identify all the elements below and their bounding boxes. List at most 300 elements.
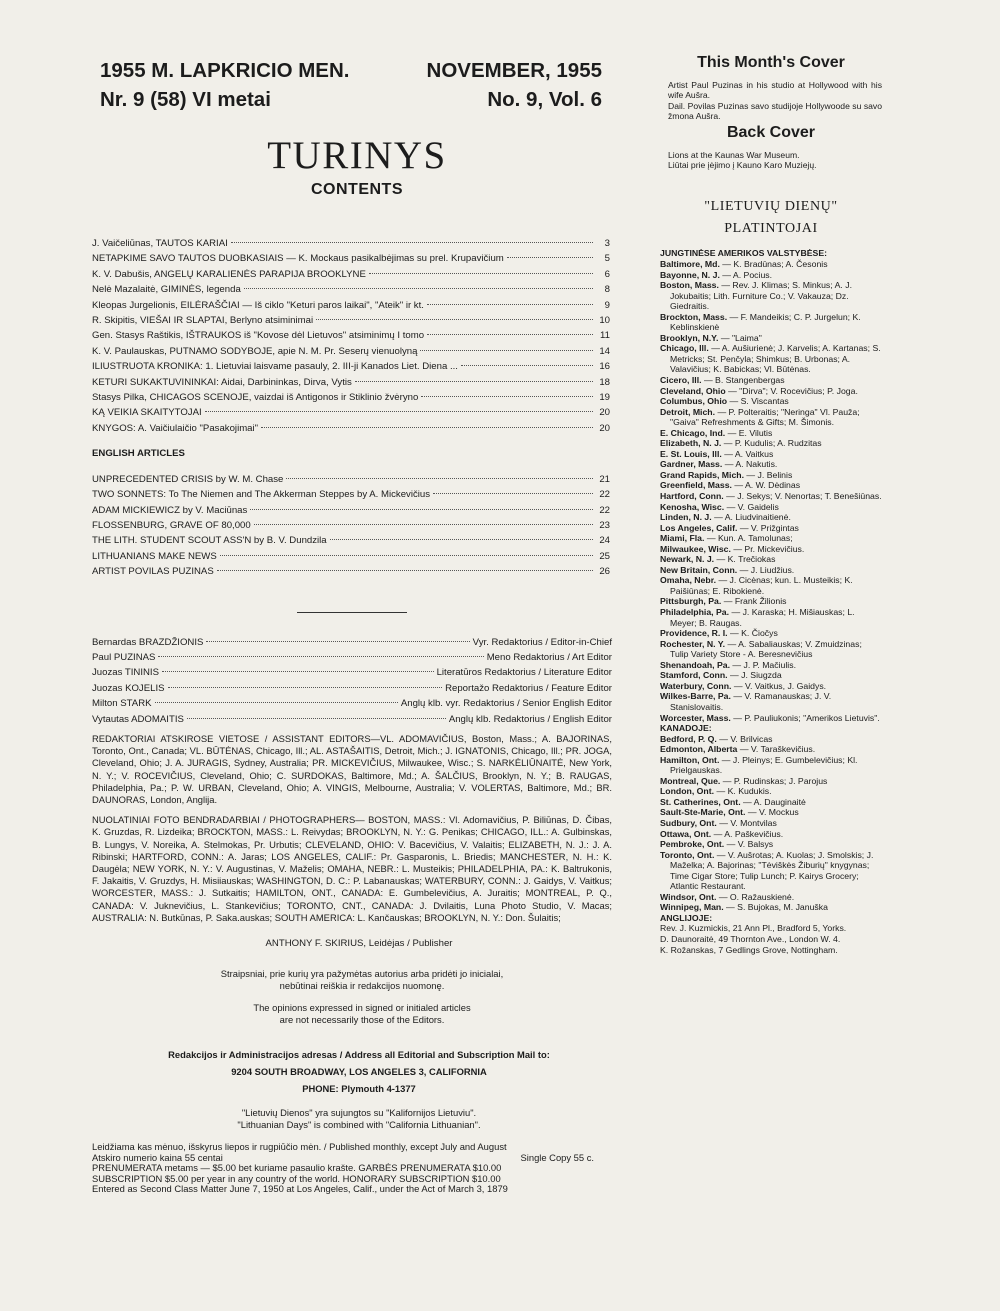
toc-entry bbox=[92, 267, 612, 282]
distributor-entry bbox=[660, 544, 882, 555]
toc-entry bbox=[92, 564, 612, 579]
toc-entry-page: 18 bbox=[599, 376, 610, 388]
disclaimer-english bbox=[92, 1002, 612, 1026]
distributor-entry bbox=[660, 407, 882, 428]
staff-name: Paul PUZINAS bbox=[92, 651, 156, 663]
distributor-entry bbox=[660, 554, 882, 565]
dot-leader bbox=[206, 641, 469, 642]
distributor-names: — K. Bradūnas; A. Česonis bbox=[722, 258, 828, 269]
staff-role: Meno Redaktorius / Art Editor bbox=[486, 651, 612, 663]
distributor-names: — A. Dauginaitė bbox=[743, 796, 806, 807]
dot-leader bbox=[369, 273, 593, 274]
toc-entry-page: 20 bbox=[599, 407, 610, 419]
dot-leader bbox=[187, 718, 446, 719]
toc-entry-title: TWO SONNETS: To The Niemen and The Akkerman Steppes by A. Mickevičius bbox=[92, 489, 431, 501]
distributor-names: — Kun. A. Tamolunas; bbox=[706, 533, 793, 544]
distributor-names: — V. Brilvicas bbox=[719, 733, 773, 744]
dot-leader bbox=[427, 334, 593, 335]
distributor-city: Ottawa, Ont. bbox=[660, 828, 712, 839]
staff-role: Reportažo Redaktorius / Feature Editor bbox=[445, 682, 612, 694]
distributor-entry bbox=[660, 470, 882, 481]
disclaimer-en-line: The opinions expressed in signed or initialed articles bbox=[253, 1002, 471, 1014]
toc-entry-title: KĄ VEIKIA SKAITYTOJAI bbox=[92, 407, 202, 419]
toc-entry-title: UNPRECEDENTED CRISIS by W. M. Chase bbox=[92, 473, 284, 485]
distributor-city: Rochester, N. Y. bbox=[660, 638, 726, 649]
distributor-city: Milwaukee, Wisc. bbox=[660, 543, 731, 554]
distributor-entry bbox=[660, 639, 882, 660]
toc-entry bbox=[92, 359, 612, 374]
disclaimer-lt-line: Straipsniai, prie kurių yra pažymėtas autorius arba pridėti jo inicialai, bbox=[220, 968, 504, 980]
distributor-entry bbox=[660, 776, 882, 787]
distributor-city: St. Catherines, Ont. bbox=[660, 796, 741, 807]
cover-caption-en: Artist Paul Puzinas in his studio at Hollywood with his wife Aušra. bbox=[668, 80, 882, 101]
distributor-city: New Britain, Conn. bbox=[660, 564, 738, 575]
distributors-list bbox=[660, 248, 882, 955]
dot-leader bbox=[507, 257, 593, 258]
distributor-names: — A. Aušiurienė; J. Karvelis; A. Kartanas; S. Metricks; St. Penčyla; Shimkus; B. Urbonas; A. Valavičius; K. Babickas; Vl. Būtėnas. bbox=[670, 343, 881, 375]
toc-entry-page: 22 bbox=[599, 489, 610, 501]
fine-line: PRENUMERATA metams — $5.00 bet kuriame pasaulio krašte. GARBĖS PRENUMERATA $10.00 bbox=[92, 1162, 502, 1174]
distributor-entry bbox=[660, 280, 882, 312]
toc-entry-title: Nelė Mazalaitė, GIMINĖS, legenda bbox=[92, 284, 241, 296]
distributor-city: Kenosha, Wisc. bbox=[660, 501, 725, 512]
distributor-entry bbox=[660, 270, 882, 281]
english-articles-heading: ENGLISH ARTICLES bbox=[92, 448, 185, 460]
distributor-city: Gardner, Mass. bbox=[660, 459, 723, 470]
distributor-names: — V. Mockus bbox=[747, 807, 799, 818]
staff-entry bbox=[92, 681, 612, 696]
distributor-names: — Rev. J. Klimas; S. Minkus; A. J. Jokubaitis; Lith. Furniture Co.; V. Vakauza; Dz. Giedraitis. bbox=[670, 280, 852, 312]
distributor-city: Providence, R. I. bbox=[660, 628, 728, 639]
distributor-entry bbox=[660, 596, 882, 607]
distributor-names: — Frank Žilionis bbox=[723, 596, 787, 607]
distributor-names: — S. Bujokas, M. Januška bbox=[726, 902, 828, 913]
distributor-names: — B. Stangenbergas bbox=[703, 375, 785, 385]
toc-entry-page: 16 bbox=[599, 361, 610, 373]
distributor-city: Montreal, Que. bbox=[660, 775, 721, 786]
distributor-city: E. Chicago, Ind. bbox=[660, 427, 726, 438]
toc-entry bbox=[92, 487, 612, 502]
toc-entry bbox=[92, 236, 612, 251]
divider bbox=[297, 612, 407, 613]
toc-entry bbox=[92, 328, 612, 343]
distributor-city: Windsor, Ont. bbox=[660, 891, 717, 902]
back-cover-caption-en: Lions at the Kaunas War Museum. bbox=[668, 149, 800, 160]
distributor-entry bbox=[660, 902, 882, 913]
dot-leader bbox=[220, 555, 593, 556]
distributor-city: Winnipeg, Man. bbox=[660, 902, 724, 913]
distributor-entry bbox=[660, 333, 882, 344]
toc-entry-page: 14 bbox=[599, 345, 610, 357]
distributor-entry bbox=[660, 744, 882, 755]
price-en: Single Copy 55 c. bbox=[520, 1151, 594, 1163]
distributor-entry bbox=[660, 459, 882, 470]
dot-leader bbox=[231, 242, 593, 243]
distributor-entry bbox=[660, 850, 882, 892]
toc-entry bbox=[92, 503, 612, 518]
distributor-entry bbox=[660, 438, 882, 449]
assistant-editors: REDAKTORIAI ATSKIROSE VIETOSE / ASSISTANT EDITORS—VL. ADOMAVIČIUS, Boston, Mass.; A. BAJORINAS, Toronto, Ont., Canada; VL. BŪTĖNAS, Chicago, Ill.; AL. ASTAŠAITIS, Detroit, Mich.; J. IGNATONIS, Chicago, Ill.; PR. JOGA, Cleveland, Ohio; J. A. JURAGIS, Sydney, Australia; PR. MICKEVIČIUS, Milwaukee, Wisc.; S. NARKĖLIŪNAITĖ, New York, N. Y.; V. ROCEVIČIUS, Cleveland, Ohio; C. SURDOKAS, Baltimore, Md.; A. ŠALČIUS, Brooklyn, N. Y.; B. RAUGAS, Philadelphia, Pa.; P. W. URBAN, Cleveland, Ohio; A. VINGIS, Melbourne, Australia; V. VOLERTAS, Baltimore, Md.; BR. DAUNORAS, London, Anglija. bbox=[92, 732, 612, 805]
distributor-names: — J. Cicėnas; kun. L. Musteikis; K. Paišiūnas; E. Ribokienė. bbox=[670, 575, 853, 596]
toc-entry-title: K. V. Paulauskas, PUTNAMO SODYBOJE, apie N. M. Pr. Seserų vienuolyną bbox=[92, 345, 418, 357]
page-subtitle: CONTENTS bbox=[311, 181, 403, 198]
distributor-names: — A. Liudvinaitienė. bbox=[714, 512, 791, 523]
distributor-city: Pembroke, Ont. bbox=[660, 839, 725, 850]
toc-entry-page: 11 bbox=[600, 330, 610, 342]
distributor-entry bbox=[660, 670, 882, 681]
distributor-city: E. St. Louis, Ill. bbox=[660, 448, 722, 459]
toc-entry-title: Gen. Stasys Raštikis, IŠTRAUKOS iš "Kovose dėl Lietuvos" atsiminimų I tomo bbox=[92, 330, 425, 342]
toc-entry-page: 19 bbox=[599, 392, 610, 404]
toc-lithuanian-list bbox=[92, 236, 612, 436]
distributor-city: Baltimore, Md. bbox=[660, 258, 720, 269]
staff-list bbox=[92, 635, 612, 727]
distributor-names: — J. P. Mačiulis. bbox=[732, 659, 796, 670]
staff-entry bbox=[92, 712, 612, 727]
distributor-entry bbox=[660, 512, 882, 523]
distributor-entry: Rev. J. Kuzmickis, 21 Ann Pl., Bradford 5, Yorks. bbox=[660, 923, 847, 934]
distributor-names: — Pr. Mickevičius. bbox=[733, 543, 805, 554]
issue-lithuanian bbox=[100, 56, 349, 114]
disclaimer-lt-line: nebūtinai reiškia ir redakcijos nuomonę. bbox=[279, 980, 445, 992]
fine-line: Leidžiama kas mėnuo, išskyrus liepos ir rugpiūčio mėn. / Published monthly, except July and August bbox=[92, 1141, 507, 1153]
distributor-entry bbox=[660, 343, 882, 375]
distributor-names: — P. Kudulis; A. Rudzitas bbox=[723, 438, 822, 449]
fine-line: SUBSCRIPTION $5.00 per year in any country of the world. HONORARY SUBSCRIPTION $10.00 bbox=[92, 1172, 501, 1184]
distributor-entry bbox=[660, 312, 882, 333]
distributor-names: — P. Pauliukonis; "Amerikos Lietuvis". bbox=[733, 712, 880, 723]
dot-leader bbox=[205, 411, 593, 412]
distributor-entry: K. Rožanskas, 7 Gedlings Grove, Nottingham. bbox=[660, 944, 838, 955]
distributor-city: Worcester, Mass. bbox=[660, 712, 731, 723]
distributor-names: — A. Sabaliauskas; V. Zmuidzinas; Tulip Variety Store - A. Beresnevičius bbox=[670, 638, 862, 660]
distributor-names: — A. W. Dėdinas bbox=[734, 480, 801, 491]
toc-entry-title: KETURI SUKAKTUVININKAI: Aidai, Darbininkas, Dirva, Vytis bbox=[92, 376, 352, 388]
toc-entry-title: THE LITH. STUDENT SCOUT ASS'N by B. V. Dundzila bbox=[92, 535, 327, 547]
photographers: NUOLATINIAI FOTO BENDRADARBIAI / PHOTOGRAPHERS— BOSTON, MASS.: Vl. Adomavičius, P. Biliūnas, D. Čibas, K. Gruzdas, R. Lizdeika; BROCKTON, MASS.: L. Reivydas; BROOKLYN, N. Y.: G. Penikas; CHICAGO, ILL.: A. Gulbinskas, B. Lungys, V. Noreika, A. Stelmokas, Pr. Urbutis; CLEVELAND, OHIO: V. Bacevičius, V. Valaitis; ELIZABETH, N. J.: J. A. Ribinski; HARTFORD, CONN.: A. Jaras; LOS ANGELES, CALIF.: Pr. Gasparonis, L. Briedis; MANCHESTER, N. H.: K. Daugėla; NEW YORK, N. Y.: V. Augustinas, V. Maželis; OMAHA, NEBR.: L. Musteikis; PHILADELPHIA, PA.: K. Baltrukonis, F. Jakaitis, V. Gruzdys, H. Misiiauskas; WASHINGTON, D. C.: P. Labanauskas; WATERBURY, CONN.: J. Gaidys, V. Vaitkus; WORCESTER, MASS.: J. Sutkaitis; HAMILTON, ONT., CANADA: E. Gumbelevičius, A. Juraitis; MONTREAL, P. Q., CANADA: V. Juknevičius, L. Stankevičius; TORONTO, CNT., CANADA: J. Dvilaitis, Luna Photo Studio, V. Macas; AUSTRALIA: N. Butkūnas, P. Saka.auskas; SOUTH AMERICA: L. Kančauskas; BROOKLYN, N. Y.: Don. Šulaitis; bbox=[92, 814, 612, 923]
distributor-names: — J. Liudžius. bbox=[739, 564, 795, 575]
distributor-names: — "Laima" bbox=[720, 332, 762, 343]
distributor-city: Omaha, Nebr. bbox=[660, 575, 717, 586]
toc-entry-title: NETAPKIME SAVO TAUTOS DUOBKASIAIS — K. Mockaus pasikalbėjimas su prel. Krupavičium bbox=[92, 253, 504, 265]
dot-leader bbox=[286, 478, 593, 479]
dot-leader bbox=[158, 656, 483, 657]
staff-name: Juozas KOJELIS bbox=[92, 682, 165, 694]
staff-role: Anglų klb. Redaktorius / English Editor bbox=[448, 713, 612, 725]
distributor-city: Philadelphia, Pa. bbox=[660, 607, 730, 618]
distributor-entry bbox=[660, 713, 882, 724]
distributor-city: Detroit, Mich. bbox=[660, 406, 716, 417]
distributor-names: — K. Kudukis. bbox=[716, 786, 772, 797]
distributor-city: Pittsburgh, Pa. bbox=[660, 596, 722, 607]
distributor-city: Toronto, Ont. bbox=[660, 849, 715, 860]
distributor-entry bbox=[660, 491, 882, 502]
combined-note bbox=[92, 1107, 612, 1131]
toc-entry bbox=[92, 518, 612, 533]
distributor-names: — F. Mandeikis; C. P. Jurgelun; K. Keblinskienė bbox=[670, 311, 861, 333]
toc-entry-title: Stasys Pilka, CHICAGOS SCENOJE, vaizdai iš Antigonos ir Stiklinio žvėryno bbox=[92, 392, 419, 404]
toc-entry-page: 6 bbox=[604, 268, 610, 280]
distributor-entry bbox=[660, 386, 882, 397]
dot-leader bbox=[330, 539, 593, 540]
distributor-names: — O. Ražauskienė. bbox=[718, 891, 795, 902]
distributor-names: — V. Vaitkus, J. Gaidys. bbox=[733, 680, 827, 691]
distributor-names: — V. Taraškevičius. bbox=[739, 744, 816, 755]
dot-leader bbox=[254, 524, 593, 525]
toc-entry-page: 5 bbox=[604, 253, 610, 265]
dot-leader bbox=[427, 304, 593, 305]
toc-entry-page: 8 bbox=[604, 284, 610, 296]
toc-entry-page: 21 bbox=[599, 473, 610, 485]
distributor-entry bbox=[660, 628, 882, 639]
staff-role: Literatūros Redaktorius / Literature Editor bbox=[436, 667, 612, 679]
toc-entry bbox=[92, 251, 612, 266]
toc-entry bbox=[92, 472, 612, 487]
toc-entry-title: Kleopas Jurgelionis, EILĖRAŠČIAI — Iš ciklo "Keturi paros laikai", "Ateik" ir kt. bbox=[92, 299, 424, 311]
distributor-city: Hartford, Conn. bbox=[660, 491, 724, 502]
distributor-names: — K. Čiočys bbox=[730, 628, 778, 639]
issue-header bbox=[92, 56, 612, 116]
issue-date-en: NOVEMBER, 1955 bbox=[426, 59, 602, 82]
distributor-names: — V. Ramanauskas; J. V. Stanislovaitis. bbox=[670, 691, 832, 712]
back-cover-heading: Back Cover bbox=[726, 123, 816, 141]
staff-role: Anglų klb. vyr. Redaktorius / Senior English Editor bbox=[400, 698, 612, 710]
distributor-city: London, Ont. bbox=[660, 786, 715, 797]
issue-number-en: No. 9, Vol. 6 bbox=[487, 88, 602, 111]
distributor-names: — K. Trečiokas bbox=[716, 554, 776, 565]
subscription-info bbox=[92, 1142, 612, 1195]
distributor-names: — J. Belinis bbox=[746, 469, 793, 480]
distributor-city: Miami, Fla. bbox=[660, 533, 705, 544]
country-usa: JUNGTINĖSE AMERIKOS VALSTYBĖSE: bbox=[660, 248, 828, 259]
toc-entry bbox=[92, 375, 612, 390]
combined-en: "Lithuanian Days" is combined with "California Lithuanian". bbox=[237, 1119, 481, 1131]
distributor-city: Elizabeth, N. J. bbox=[660, 438, 722, 449]
toc-entry-page: 23 bbox=[599, 519, 610, 531]
cover-heading: This Month's Cover bbox=[697, 54, 845, 71]
distributor-city: Linden, N. J. bbox=[660, 512, 712, 523]
distributor-entry bbox=[660, 660, 882, 671]
distributor-entry bbox=[660, 829, 882, 840]
distributor-names: — P. Polteraitis; "Neringa" Vl. Pauža; "Gaiva" Refreshments & Gifts; M. Šimonis. bbox=[670, 406, 860, 428]
distributor-entry bbox=[660, 755, 882, 776]
toc-entry bbox=[92, 344, 612, 359]
usa-distributors bbox=[660, 259, 882, 723]
distributor-names: — J. Siugzda bbox=[730, 670, 782, 681]
distributor-names: — V. Gaidelis bbox=[726, 501, 779, 512]
issue-english bbox=[427, 56, 602, 114]
dot-leader bbox=[433, 493, 593, 494]
dot-leader bbox=[421, 396, 593, 397]
toc-entry bbox=[92, 533, 612, 548]
distributor-entry bbox=[660, 892, 882, 903]
toc-entry-title: KNYGOS: A. Vaičiulaičio "Pasakojimai" bbox=[92, 422, 259, 434]
toc-entry-page: 20 bbox=[599, 422, 610, 434]
dot-leader bbox=[461, 365, 593, 366]
distributor-city: Stamford, Conn. bbox=[660, 670, 728, 681]
distributor-entry bbox=[660, 480, 882, 491]
distributor-entry bbox=[660, 533, 882, 544]
toc-entry bbox=[92, 298, 612, 313]
distributor-names: — V. Balsys bbox=[726, 839, 774, 850]
distributor-city: Cleveland, Ohio bbox=[660, 385, 726, 396]
address-block bbox=[92, 1046, 612, 1097]
staff-name: Juozas TININIS bbox=[92, 667, 160, 679]
distributor-city: Hamilton, Ont. bbox=[660, 754, 720, 765]
street-address: 9204 SOUTH BROADWAY, LOS ANGELES 3, CALIFORNIA bbox=[231, 1066, 487, 1078]
toc-entry-title: R. Skipitis, VIEŠAI IR SLAPTAI, Berlyno atsiminimai bbox=[92, 315, 314, 327]
distributor-entry bbox=[660, 502, 882, 513]
toc-entry-page: 9 bbox=[604, 299, 610, 311]
distributor-entry bbox=[660, 786, 882, 797]
distributor-entry bbox=[660, 449, 882, 460]
toc-entry bbox=[92, 282, 612, 297]
distributor-city: Chicago, Ill. bbox=[660, 343, 709, 354]
issue-number-lt: Nr. 9 (58) VI metai bbox=[100, 88, 271, 111]
distributor-names: — A. Pocius. bbox=[722, 269, 773, 280]
distributor-entry: D. Daunoraitė, 49 Thornton Ave., London W. 4. bbox=[660, 933, 841, 944]
address-heading: Redakcijos ir Administracijos adresas / Address all Editorial and Subscription Mail to: bbox=[168, 1049, 550, 1061]
staff-name: Vytautas ADOMAITIS bbox=[92, 713, 184, 725]
distributor-names: — J. Pleinys; E. Gumbelevičius; Kl. Prielgauskas. bbox=[670, 754, 858, 776]
staff-entry bbox=[92, 635, 612, 650]
left-column bbox=[92, 56, 612, 1195]
dot-leader bbox=[250, 509, 593, 510]
distributor-city: Bayonne, N. J. bbox=[660, 269, 720, 280]
dot-leader bbox=[261, 427, 593, 428]
dot-leader bbox=[155, 702, 398, 703]
page-title: TURINYS bbox=[267, 134, 447, 177]
distributor-names: — E. Vilutis bbox=[727, 427, 773, 438]
distributor-entry bbox=[660, 396, 882, 407]
distributor-city: Greenfield, Mass. bbox=[660, 480, 732, 491]
staff-role: Vyr. Redaktorius / Editor-in-Chief bbox=[472, 636, 612, 648]
distributor-names: — V. Montvilas bbox=[719, 817, 777, 828]
distributor-city: Columbus, Ohio bbox=[660, 396, 728, 407]
toc-entry-title: ADAM MICKIEWICZ by V. Maciūnas bbox=[92, 504, 248, 516]
disclaimer-en-line: are not necessarily those of the Editors. bbox=[279, 1014, 445, 1026]
distributor-names: — A. Paškevičius. bbox=[713, 828, 784, 839]
toc-entry bbox=[92, 390, 612, 405]
distributors-heading bbox=[660, 196, 882, 240]
distributor-entry bbox=[660, 839, 882, 850]
distributor-city: Shenandoah, Pa. bbox=[660, 659, 730, 670]
distributors-heading-line1: "LIETUVIŲ DIENŲ" bbox=[704, 199, 838, 215]
distributor-names: — V. Prižgintas bbox=[739, 522, 799, 533]
toc-entry-title: ARTIST POVILAS PUZINAS bbox=[92, 566, 214, 578]
distributor-entry bbox=[660, 691, 882, 712]
toc-entry-page: 26 bbox=[599, 566, 610, 578]
toc-entry-page: 24 bbox=[599, 535, 610, 547]
distributor-city: Boston, Mass. bbox=[660, 280, 719, 291]
toc-entry bbox=[92, 549, 612, 564]
distributor-city: Bedford, P. Q. bbox=[660, 733, 717, 744]
distributor-names: — V. Aušrotas; A. Kuolas; J. Smolskis; J. Maželka; A. Bajorinas; "Tėviškės Žiburių" knygynas; Time Cigar Store; Tulip Lunch; P. Kairys Grocery; Atlantic Restaurant. bbox=[670, 849, 874, 892]
fine-line: Entered as Second Class Matter June 7, 1950 at Los Angeles, Calif., under the Act of March 3, 1879 bbox=[92, 1183, 508, 1195]
country-england: ANGLIJOJE: bbox=[660, 912, 713, 923]
distributor-names: — A. Vaitkus bbox=[724, 448, 774, 459]
distributor-entry bbox=[660, 807, 882, 818]
back-cover-caption-lt: Liūtai prie įėjimo į Kauno Karo Muziejų. bbox=[668, 160, 817, 171]
distributor-city: Waterbury, Conn. bbox=[660, 680, 732, 691]
distributor-names: — J. Karaska; H. Mišiauskas; L. Meyer; B. Raugas. bbox=[670, 607, 855, 628]
staff-entry bbox=[92, 696, 612, 711]
distributor-names: — A. Nakutis. bbox=[724, 459, 778, 470]
toc-entry-page: 10 bbox=[599, 315, 610, 327]
issue-date-lt: 1955 M. LAPKRICIO MEN. bbox=[100, 59, 350, 82]
distributor-entry bbox=[660, 575, 882, 596]
distributor-city: Newark, N. J. bbox=[660, 554, 715, 565]
toc-entry-title: LITHUANIANS MAKE NEWS bbox=[92, 550, 217, 562]
staff-entry bbox=[92, 650, 612, 665]
toc-entry-page: 3 bbox=[604, 238, 610, 249]
distributor-entry bbox=[660, 797, 882, 808]
toc-entry bbox=[92, 313, 612, 328]
distributors-heading-line2: PLATINTOJAI bbox=[724, 221, 818, 237]
disclaimer-lithuanian bbox=[92, 968, 612, 992]
distributor-city: Sudbury, Ont. bbox=[660, 817, 717, 828]
toc-entry-page: 22 bbox=[599, 504, 610, 516]
distributor-entry bbox=[660, 818, 882, 829]
combined-lt: "Lietuvių Dienos" yra sujungtos su "Kalifornijos Lietuviu". bbox=[241, 1107, 477, 1119]
staff-name: Bernardas BRAZDŽIONIS bbox=[92, 636, 204, 648]
toc-entry-page: 25 bbox=[599, 550, 610, 562]
dot-leader bbox=[217, 570, 593, 571]
distributor-entry bbox=[660, 428, 882, 439]
dot-leader bbox=[168, 687, 443, 688]
distributor-names: — P. Rudinskas; J. Parojus bbox=[722, 775, 828, 786]
price-lt: Atskiro numerio kaina 55 centai bbox=[92, 1151, 223, 1163]
dot-leader bbox=[355, 381, 593, 382]
distributor-city: Wilkes-Barre, Pa. bbox=[660, 691, 731, 702]
distributor-entry bbox=[660, 734, 882, 745]
staff-entry bbox=[92, 665, 612, 680]
dot-leader bbox=[162, 671, 434, 672]
distributor-entry bbox=[660, 375, 882, 386]
distributor-entry bbox=[660, 523, 882, 534]
distributor-city: Edmonton, Alberta bbox=[660, 744, 738, 755]
toc-entry-title: K. V. Dabušis, ANGELŲ KARALIENĖS PARAPIJA BROOKLYNE bbox=[92, 268, 366, 280]
phone-number: PHONE: Plymouth 4-1377 bbox=[302, 1083, 416, 1095]
toc-entry-title: FLOSSENBURG, GRAVE OF 80,000 bbox=[92, 519, 251, 531]
toc-entry bbox=[92, 405, 612, 420]
country-canada: KANADOJE: bbox=[660, 723, 712, 734]
distributor-names: — S. Viscantas bbox=[729, 396, 789, 407]
staff-name: Milton STARK bbox=[92, 698, 152, 710]
distributor-names: — "Dirva"; V. Rocevičius; P. Joga. bbox=[728, 385, 858, 396]
england-distributors bbox=[660, 923, 882, 955]
dot-leader bbox=[420, 350, 593, 351]
toc-entry-title: J. Vaičeliūnas, TAUTOS KARIAI bbox=[92, 238, 228, 249]
distributor-city: Los Angeles, Calif. bbox=[660, 522, 738, 533]
toc-entry-title: ILIUSTRUOTA KRONIKA: 1. Lietuviai laisvame pasauly, 2. III-ji Kanados Liet. Diena ... bbox=[92, 361, 458, 373]
dot-leader bbox=[244, 288, 593, 289]
toc-entry bbox=[92, 421, 612, 436]
toc-english-list bbox=[92, 472, 612, 580]
cover-caption-lt: Dail. Povilas Puzinas savo studijoje Hollywoode su savo žmona Aušra. bbox=[668, 100, 882, 122]
publisher: ANTHONY F. SKIRIUS, Leidėjas / Publisher bbox=[265, 938, 453, 950]
distributor-city: Cicero, Ill. bbox=[660, 375, 702, 385]
distributor-city: Sault-Ste-Marie, Ont. bbox=[660, 807, 746, 818]
distributor-entry bbox=[660, 681, 882, 692]
distributor-entry bbox=[660, 259, 882, 270]
table-of-contents bbox=[92, 236, 612, 580]
distributor-names: — J. Sekys; V. Nenortas; T. Benešiūnas. bbox=[726, 491, 882, 502]
distributor-entry bbox=[660, 607, 882, 628]
canada-distributors bbox=[660, 734, 882, 913]
dot-leader bbox=[316, 319, 593, 320]
right-column bbox=[660, 52, 882, 955]
